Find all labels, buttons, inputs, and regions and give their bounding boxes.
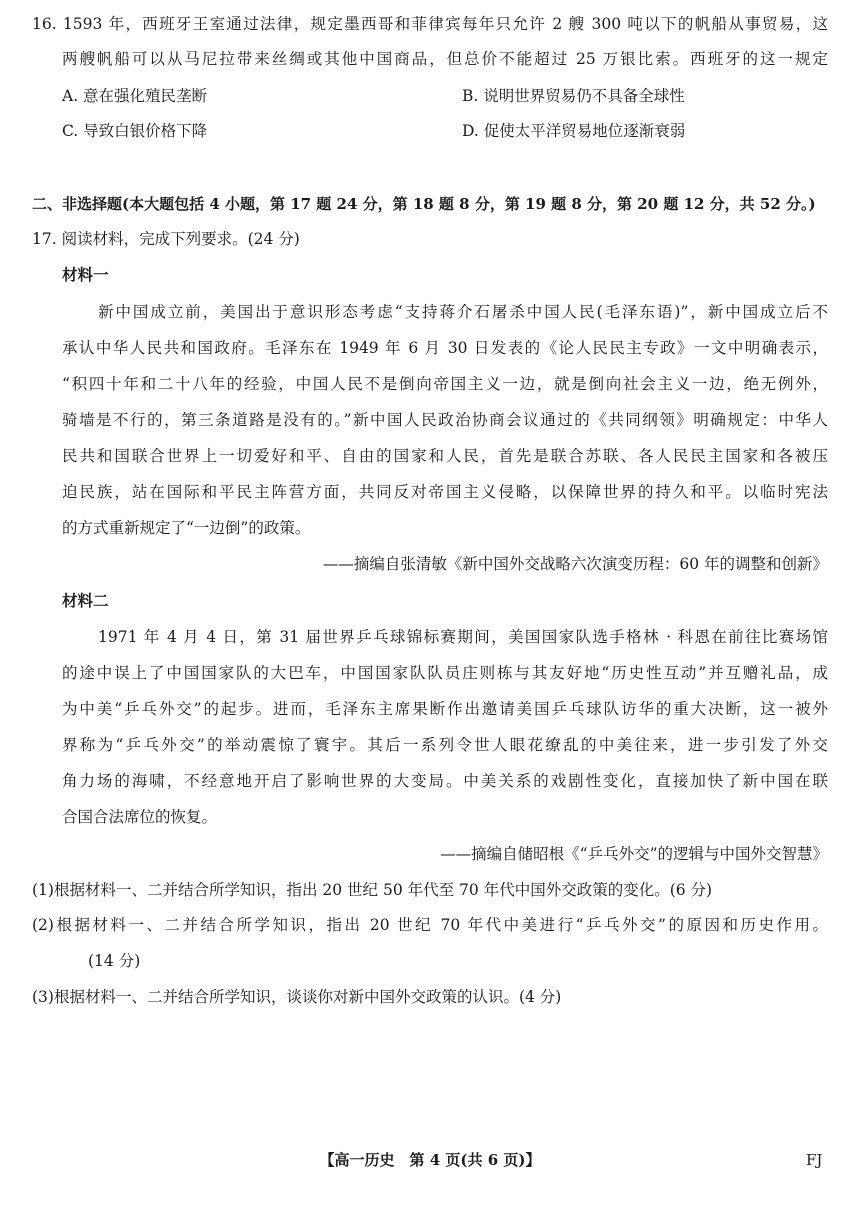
- material-2-line: 合国合法席位的恢复。: [62, 808, 218, 826]
- q17-subquestion-2: (2)根据材料一、二并结合所学知识，指出 20 世纪 70 年代中美进行“乒乓外交”的原因和历史作用。: [32, 916, 828, 934]
- material-1-line: 迫民族，站在国际和平民主阵营方面，共同反对帝国主义侵略，以保障世界的持久和平。以临时宪法: [62, 483, 828, 501]
- material-1-source: ——摘编自张清敏《新中国外交战略六次演变历程：60 年的调整和创新》: [322, 555, 828, 573]
- material-2-line: 为中美“乒乓外交”的起步。进而，毛泽东主席果断作出邀请美国乒乓球队访华的重大决断，这一被外: [62, 700, 828, 718]
- q17-subquestion-2-points: (14 分): [88, 952, 141, 970]
- q16-stem-line-1: 16. 1593 年，西班牙王室通过法律，规定墨西哥和菲律宾每年只允许 2 艘 300 吨以下的帆船从事贸易，这: [32, 15, 828, 33]
- material-2-title: 材料二: [62, 591, 109, 610]
- material-1-line: “积四十年和二十八年的经验，中国人民不是倒向帝国主义一边，就是倒向社会主义一边，绝无例外，: [62, 375, 828, 393]
- section-2-heading: 二、非选择题(本大题包括 4 小题，第 17 题 24 分，第 18 题 8 分，第 19 题 8 分，第 20 题 12 分，共 52 分。): [32, 195, 816, 213]
- q17-subquestion-3: (3)根据材料一、二并结合所学知识，谈谈你对新中国外交政策的认识。(4 分): [32, 988, 562, 1006]
- paper-code: FJ: [806, 1151, 823, 1169]
- material-1-line: 新中国成立前，美国出于意识形态考虑“支持蒋介石屠杀中国人民(毛泽东语)”，新中国成立后不: [98, 303, 828, 321]
- q17-subquestion-1: (1)根据材料一、二并结合所学知识，指出 20 世纪 50 年代至 70 年代中国外交政策的变化。(6 分): [32, 881, 713, 899]
- material-2-line: 界称为“乒乓外交”的举动震惊了寰宇。其后一系列令世人眼花缭乱的中美往来，进一步引发了外交: [62, 736, 828, 754]
- material-1-title: 材料一: [62, 265, 109, 284]
- material-2-line: 的途中误上了中国国家队的大巴车，中国国家队队员庄则栋与其友好地“历史性互动”并互赠礼品，成: [62, 664, 828, 682]
- material-1-line: 的方式重新规定了“一边倒”的政策。: [62, 519, 311, 537]
- q17-intro: 17. 阅读材料，完成下列要求。(24 分): [32, 230, 300, 248]
- page-footer: 【高一历史 第 4 页(共 6 页)】: [319, 1151, 541, 1169]
- material-1-line: 民共和国联合世界上一切爱好和平、自由的国家和人民，首先是联合苏联、各人民民主国家和各被压: [62, 447, 828, 465]
- material-1-line: 骑墙是不行的，第三条道路是没有的。”新中国人民政治协商会议通过的《共同纲领》明确规定：中华人: [62, 411, 828, 429]
- q16-option-c: C. 导致白银价格下降: [62, 122, 208, 140]
- material-2-line: 1971 年 4 月 4 日，第 31 届世界乒乓球锦标赛期间，美国国家队选手格林 · 科恩在前往比赛场馆: [98, 628, 828, 646]
- material-2-line: 角力场的海啸，不经意地开启了影响世界的大变局。中美关系的戏剧性变化，直接加快了新中国在联: [62, 772, 828, 790]
- q16-option-d: D. 促使太平洋贸易地位逐渐衰弱: [462, 122, 686, 140]
- q16-option-b: B. 说明世界贸易仍不具备全球性: [462, 87, 685, 105]
- q16-option-a: A. 意在强化殖民垄断: [62, 87, 208, 105]
- q16-stem-line-2: 两艘帆船可以从马尼拉带来丝绸或其他中国商品，但总价不能超过 25 万银比索。西班牙的这一规定: [62, 50, 828, 68]
- material-2-source: ——摘编自储昭根《“乒乓外交”的逻辑与中国外交智慧》: [440, 845, 828, 863]
- material-1-line: 承认中华人民共和国政府。毛泽东在 1949 年 6 月 30 日发表的《论人民民主专政》一文中明确表示，: [62, 339, 828, 357]
